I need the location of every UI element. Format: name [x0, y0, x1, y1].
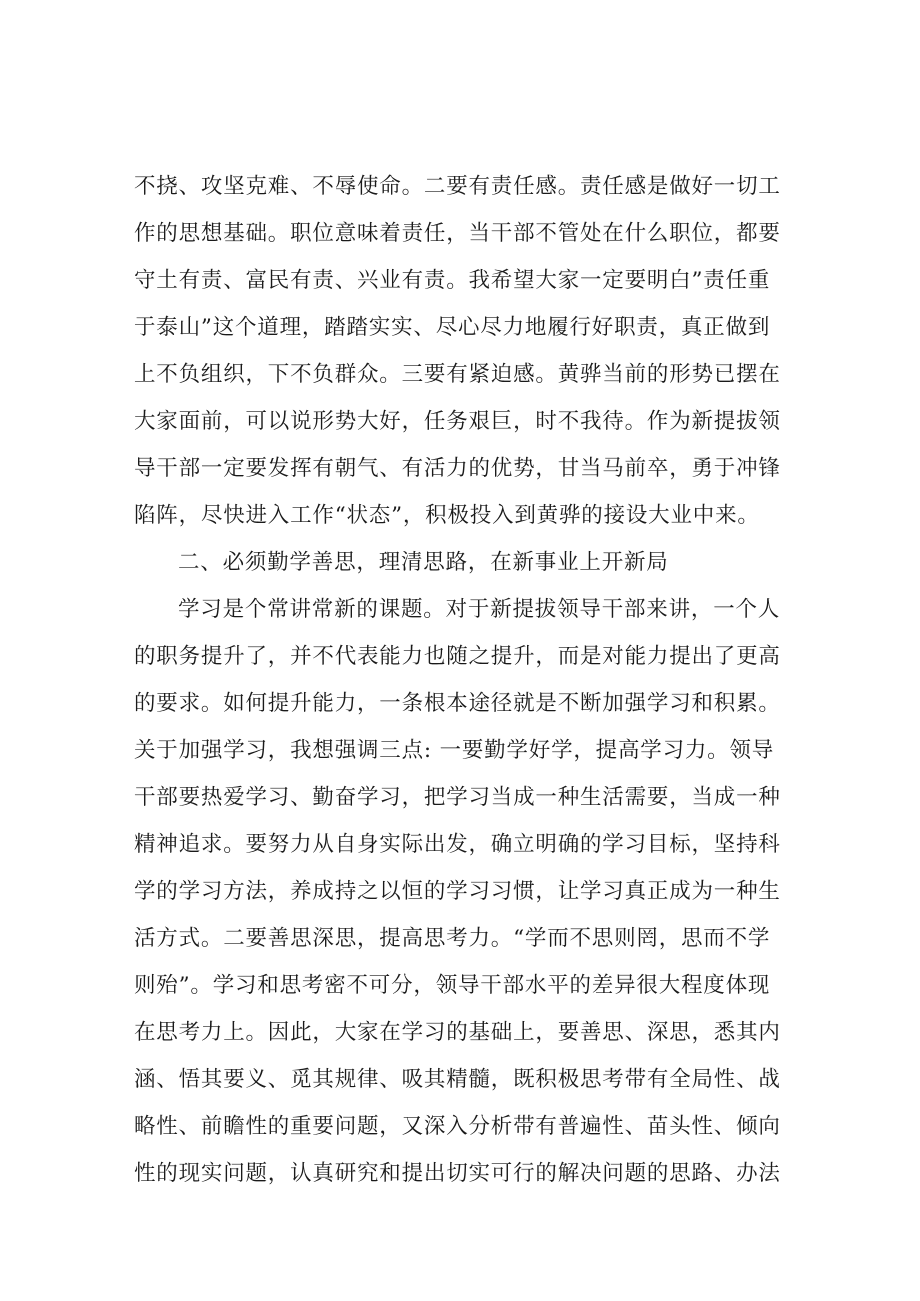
text-line: 导干部一定要发挥有朝气、有活力的优势，甘当马前卒，勇于冲锋 [134, 456, 781, 481]
text-line: 的要求。如何提升能力，一条根本途径就是不断加强学习和积累。 [134, 691, 781, 716]
paragraph-responsibility [134, 163, 796, 539]
document-body [134, 163, 796, 1197]
text-line: 作的思想基础。职位意味着责任，当干部不管处在什么职位，都要 [134, 221, 781, 246]
text-line: 活方式。二要善思深思，提高思考力。“学而不思则罔，思而不学 [134, 926, 771, 951]
text-line: 大家面前，可以说形势大好，任务艰巨，时不我待。作为新提拔领 [134, 409, 781, 434]
text-line: 守土有责、富民有责、兴业有责。我希望大家一定要明白”责任重 [134, 268, 771, 293]
text-line: 于泰山”这个道理，踏踏实实、尽心尽力地履行好职责，真正做到 [134, 315, 771, 340]
text-line: 学习是个常讲常新的课题。对于新提拔领导干部来讲，一个人 [178, 597, 781, 622]
section-heading: 二、必须勤学善思，理清思路，在新事业上开新局 [178, 550, 669, 575]
text-line: 陷阵，尽快进入工作“状态”，积极投入到黄骅的接设大业中来。 [134, 503, 760, 528]
text-line: 的职务提升了，并不代表能力也随之提升，而是对能力提出了更高 [134, 644, 781, 669]
text-line: 上不负组织，下不负群众。三要有紧迫感。黄骅当前的形势已摆在 [134, 362, 781, 387]
text-line: 性的现实问题，认真研究和提出切实可行的解决问题的思路、办法 [134, 1161, 781, 1186]
text-line: 精神追求。要努力从自身实际出发，确立明确的学习目标，坚持科 [134, 832, 781, 857]
text-line: 涵、悟其要义、觅其规律、吸其精髓，既积极思考带有全局性、战 [134, 1067, 781, 1092]
text-line: 干部要热爱学习、勤奋学习，把学习当成一种生活需要，当成一种 [134, 785, 781, 810]
text-line: 学的学习方法，养成持之以恒的学习习惯，让学习真正成为一种生 [134, 879, 781, 904]
text-line: 略性、前瞻性的重要问题，又深入分析带有普遍性、苗头性、倾向 [134, 1114, 781, 1139]
text-line: 不挠、攻坚克难、不辱使命。二要有责任感。责任感是做好一切工 [134, 174, 781, 199]
text-line: 则殆”。学习和思考密不可分，领导干部水平的差异很大程度体现 [134, 973, 771, 998]
paragraph-learning [134, 586, 796, 1197]
text-line: 在思考力上。因此，大家在学习的基础上，要善思、深思，悉其内 [134, 1020, 781, 1045]
text-line: 关于加强学习，我想强调三点: 一要勤学好学，提高学习力。领导 [134, 738, 775, 763]
